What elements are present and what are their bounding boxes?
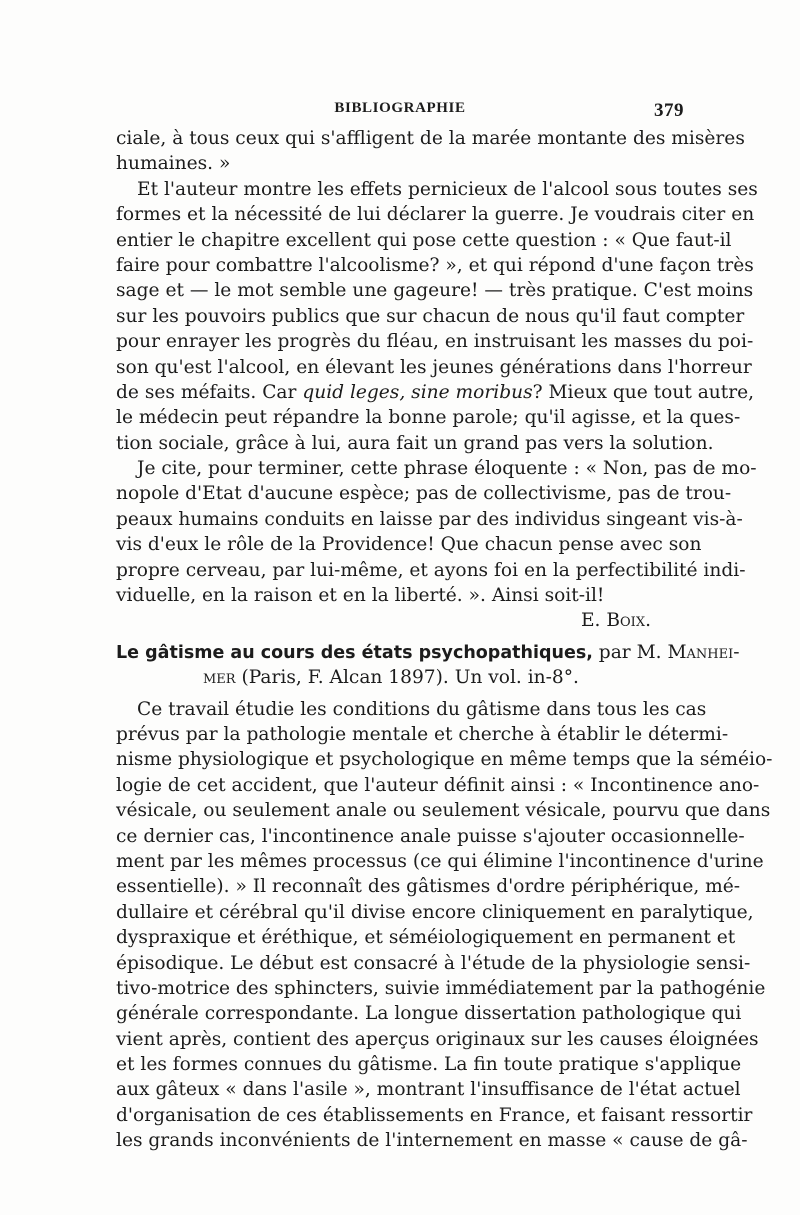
text-line: sur les pouvoirs publics que sur chacun de nous qu'il faut compter <box>116 305 745 327</box>
text-line: prévus par la pathologie mentale et cherche à établir le détermi- <box>116 723 729 745</box>
body-text <box>116 126 773 1154</box>
text-line: vésicale, ou seulement anale ou seulement vésicale, pourvu que dans <box>116 800 771 822</box>
author-signature <box>116 608 684 633</box>
text-line: Et l'auteur montre les effets pernicieux de l'alcool sous toutes ses <box>137 178 758 200</box>
text-line: vis d'eux le rôle de la Providence! Que chacun pense avec son <box>116 534 702 556</box>
text-line: humaines. » <box>116 153 231 175</box>
review-title-bold: Le gâtisme au cours des états psychopathiques, <box>116 642 593 663</box>
text-line: propre cerveau, par lui-même, et ayons foi en la perfectibilité indi- <box>116 559 746 581</box>
text-line: logie de cet accident, que l'auteur définit ainsi : « Incontinence ano- <box>116 774 760 796</box>
text-line: essentielle). » Il reconnaît des gâtismes d'ordre périphérique, mé- <box>116 876 741 898</box>
page-number: 379 <box>654 100 684 121</box>
text-line: ment par les mêmes processus (ce qui élimine l'incontinence d'urine <box>116 850 764 872</box>
text-line: dyspraxique et éréthique, et séméiologiquement en permanent et <box>116 927 736 949</box>
text-line: ciale, à tous ceux qui s'affligent de la marée montante des misères <box>116 128 745 149</box>
text-line: nopole d'Etat d'aucune espèce; pas de collectivisme, pas de trou- <box>116 483 732 505</box>
text-line: ce dernier cas, l'incontinence anale puisse s'ajouter occasionnelle- <box>116 825 745 847</box>
text-line: dullaire et cérébral qu'il divise encore cliniquement en paralytique, <box>116 901 754 923</box>
text-line: aux gâteux « dans l'asile », montrant l'insuffisance de l'état actuel <box>116 1079 741 1101</box>
review-title-author: par M. Manhei- <box>592 641 740 663</box>
signature-text: E. Boix. <box>580 610 651 632</box>
text-line: de ses méfaits. Car quid leges, sine moribus? Mieux que tout autre, <box>116 381 755 403</box>
text-line: les grands inconvénients de l'internement en masse « cause de gâ- <box>116 1130 748 1152</box>
text-line: viduelle, en la raison et en la liberté. ». Ainsi soit-il! <box>116 585 605 607</box>
text-line: générale correspondante. La longue dissertation pathologique qui <box>116 1003 742 1025</box>
text-line: peaux humains conduits en laisse par des individus singeant vis-à- <box>116 508 743 530</box>
text-line: tivo-motrice des sphincters, suivie immédiatement par la pathogénie <box>116 977 766 999</box>
running-head: BIBLIOGRAPHIE <box>334 100 466 116</box>
text-line: le médecin peut répandre la bonne parole; qu'il agisse, et la ques- <box>116 407 741 429</box>
text-line: sage et — le mot semble une gageure! — très pratique. C'est moins <box>116 280 754 302</box>
text-line: Ce travail étudie les conditions du gâtisme dans tous les cas <box>137 698 707 720</box>
text-line: pour enrayer les progrès du fléau, en instruisant les masses du poi- <box>116 331 754 353</box>
review-title <box>116 640 740 665</box>
text-line: entier le chapitre excellent qui pose cette question : « Que faut-il <box>116 229 732 251</box>
page-header <box>116 100 684 124</box>
review-title-continued: mer (Paris, F. Alcan 1897). Un vol. in-8°. <box>203 667 579 689</box>
text-line: faire pour combattre l'alcoolisme? », et qui répond d'une façon très <box>116 254 754 276</box>
text-line: nisme physiologique et psychologique en même temps que la séméio- <box>116 749 773 771</box>
text-line: d'organisation de ces établissements en France, et faisant ressortir <box>116 1104 753 1126</box>
text-line: épisodique. Le début est consacré à l'étude de la physiologie sensi- <box>116 952 751 974</box>
text-line: Je cite, pour terminer, cette phrase éloquente : « Non, pas de mo- <box>137 458 757 480</box>
text-line: formes et la nécessité de lui déclarer la guerre. Je voudrais citer en <box>116 204 755 226</box>
text-line: vient après, contient des aperçus originaux sur les causes éloignées <box>116 1028 759 1050</box>
text-line: tion sociale, grâce à lui, aura fait un grand pas vers la solution. <box>116 432 714 454</box>
text-line: son qu'est l'alcool, en élevant les jeunes générations dans l'horreur <box>116 356 752 378</box>
text-line: et les formes connues du gâtisme. La fin toute pratique s'applique <box>116 1054 742 1076</box>
